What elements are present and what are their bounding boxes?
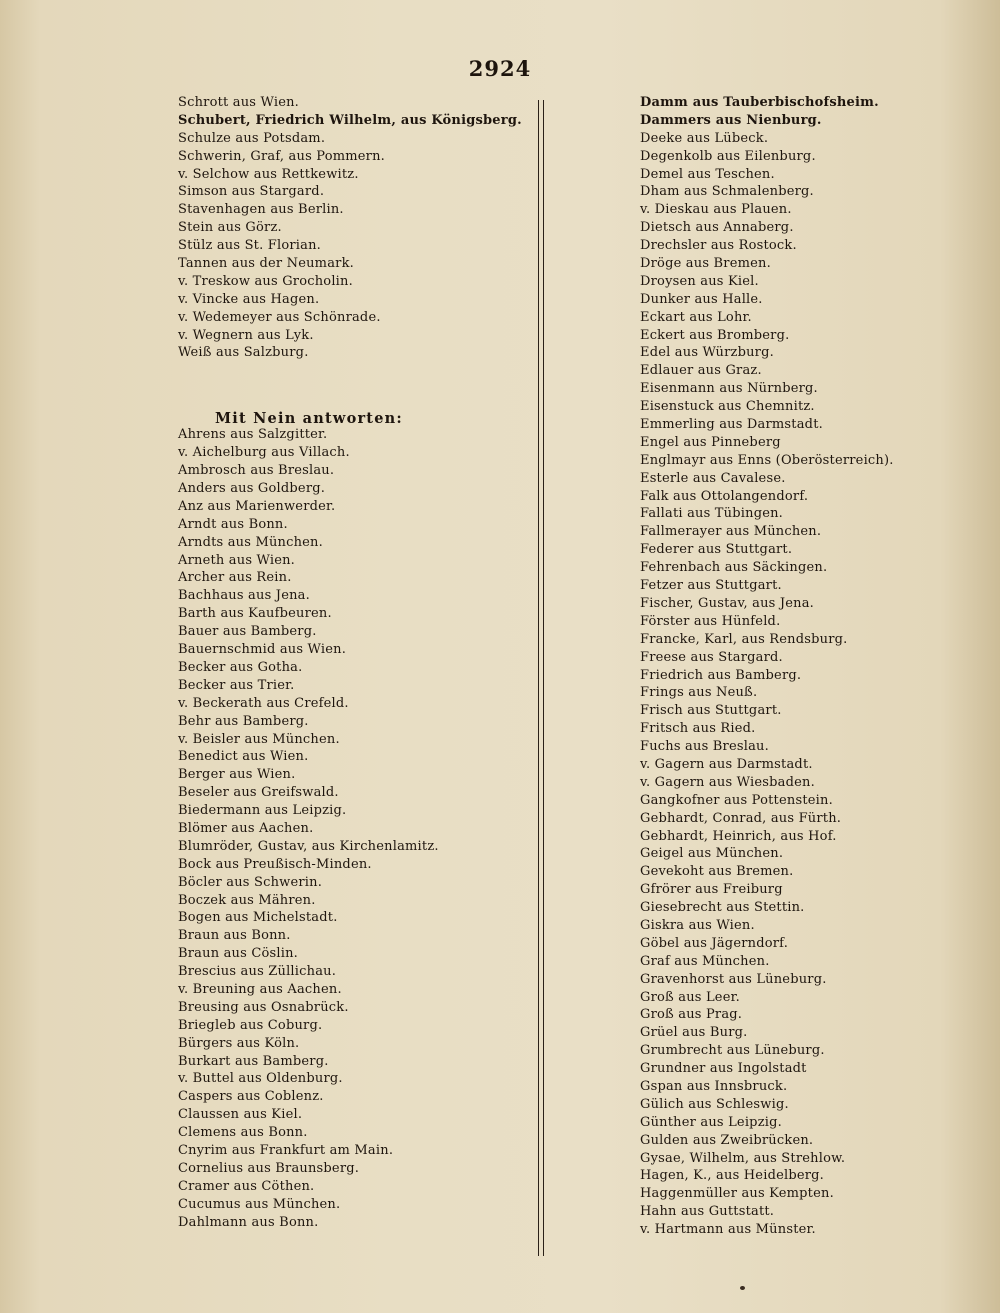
list-entry: v. Vincke aus Hagen. [178, 291, 320, 307]
list-entry: Gangkofner aus Pottenstein. [640, 792, 833, 808]
list-entry: Gülich aus Schleswig. [640, 1096, 789, 1112]
list-entry: v. Dieskau aus Plauen. [640, 202, 792, 218]
list-entry: Behr aus Bamberg. [178, 713, 309, 729]
list-entry: Drechsler aus Rostock. [640, 238, 797, 254]
list-entry: Grumbrecht aus Lüneburg. [640, 1043, 825, 1059]
list-entry: Stein aus Görz. [178, 220, 282, 236]
list-entry: Fritsch aus Ried. [640, 721, 756, 737]
list-entry: Becker aus Gotha. [178, 659, 303, 675]
list-entry: Stülz aus St. Florian. [178, 238, 321, 254]
list-entry: Giskra aus Wien. [640, 917, 755, 933]
list-entry: Bachhaus aus Jena. [178, 588, 310, 604]
list-entry: Groß aus Prag. [640, 1007, 743, 1023]
list-entry: Anz aus Marienwerder. [178, 498, 336, 514]
list-entry: Gravenhorst aus Lüneburg. [640, 971, 827, 987]
list-entry: Frisch aus Stuttgart. [640, 703, 782, 719]
list-entry: Edel aus Würzburg. [640, 345, 774, 361]
list-entry: v. Wegnern aus Lyk. [178, 327, 314, 343]
list-entry: Hahn aus Guttstatt. [640, 1204, 775, 1220]
list-entry: Emmerling aus Darmstadt. [640, 417, 823, 433]
list-entry: Förster aus Hünfeld. [640, 613, 781, 629]
list-entry: Ambrosch aus Breslau. [178, 463, 335, 479]
list-entry: Braun aus Bonn. [178, 928, 291, 944]
list-entry: Fetzer aus Stuttgart. [640, 578, 782, 594]
list-entry: Barth aus Kaufbeuren. [178, 606, 332, 622]
list-entry: v. Aichelburg aus Villach. [178, 445, 350, 461]
list-entry: Simson aus Stargard. [178, 184, 325, 200]
list-entry: Göbel aus Jägerndorf. [640, 935, 789, 951]
list-entry: Giesebrecht aus Stettin. [640, 900, 805, 916]
list-entry: Clemens aus Bonn. [178, 1125, 308, 1141]
list-entry: v. Beckerath aus Crefeld. [178, 695, 349, 711]
list-entry: Damm aus Tauberbischofsheim. [640, 95, 879, 110]
list-entry: Gysae, Wilhelm, aus Strehlow. [640, 1150, 846, 1166]
list-entry: Bauer aus Bamberg. [178, 624, 317, 640]
list-entry: Claussen aus Kiel. [178, 1107, 303, 1123]
list-entry: Arneth aus Wien. [178, 552, 296, 568]
list-entry: Blumröder, Gustav, aus Kirchenlamitz. [178, 838, 439, 854]
list-entry: Fehrenbach aus Säckingen. [640, 560, 828, 576]
list-entry: Graf aus München. [640, 953, 770, 969]
list-entry: Francke, Karl, aus Rendsburg. [640, 631, 848, 647]
list-entry: Geigel aus München. [640, 846, 784, 862]
list-entry: Stavenhagen aus Berlin. [178, 202, 344, 218]
list-entry: Edlauer aus Graz. [640, 363, 762, 379]
list-entry: Degenkolb aus Eilenburg. [640, 148, 816, 164]
right-column [640, 94, 980, 1239]
list-entry: Burkart aus Bamberg. [178, 1053, 329, 1069]
list-entry: Cucumus aus München. [178, 1196, 341, 1212]
list-entry: Dahlmann aus Bonn. [178, 1214, 319, 1230]
list-entry: v. Gagern aus Darmstadt. [640, 756, 813, 772]
list-entry: Arndt aus Bonn. [178, 516, 288, 532]
list-entry: v. Hartmann aus Münster. [640, 1222, 816, 1238]
list-entry: Falk aus Ottolangendorf. [640, 488, 809, 504]
list-entry: Becker aus Trier. [178, 677, 295, 693]
list-entry: Englmayr aus Enns (Oberösterreich). [640, 452, 894, 468]
list-entry: Beseler aus Greifswald. [178, 785, 339, 801]
list-entry: Böcler aus Schwerin. [178, 874, 323, 890]
list-entry: Gebhardt, Conrad, aus Fürth. [640, 810, 842, 826]
list-entry: Cornelius aus Braunsberg. [178, 1160, 360, 1176]
list-entry: v. Beisler aus München. [178, 731, 340, 747]
list-entry: Grundner aus Ingolstadt [640, 1061, 807, 1077]
list-entry: Haggenmüller aus Kempten. [640, 1186, 834, 1202]
list-entry: v. Selchow aus Rettkewitz. [178, 166, 359, 182]
list-entry: Demel aus Teschen. [640, 166, 775, 182]
list-entry: Hagen, K., aus Heidelberg. [640, 1168, 825, 1184]
list-entry: Schulze aus Potsdam. [178, 130, 326, 146]
list-entry: v. Buttel aus Oldenburg. [178, 1071, 343, 1087]
list-entry: Boczek aus Mähren. [178, 892, 316, 908]
list-entry: Schubert, Friedrich Wilhelm, aus Königsberg. [178, 112, 522, 128]
list-entry: v. Gagern aus Wiesbaden. [640, 774, 815, 790]
list-entry: Fischer, Gustav, aus Jena. [640, 595, 815, 611]
list-entry: Ahrens aus Salzgitter. [178, 427, 328, 443]
list-entry: Brescius aus Züllichau. [178, 964, 337, 980]
list-entry: Federer aus Stuttgart. [640, 542, 793, 558]
list-entry: Caspers aus Coblenz. [178, 1089, 324, 1105]
list-entry: Weiß aus Salzburg. [178, 345, 309, 361]
list-entry: Bogen aus Michelstadt. [178, 910, 338, 926]
list-entry: Freese aus Stargard. [640, 649, 783, 665]
list-entry: Deeke aus Lübeck. [640, 130, 769, 146]
list-entry: Dunker aus Halle. [640, 291, 763, 307]
list-entry: Grüel aus Burg. [640, 1025, 748, 1041]
list-entry: Schwerin, Graf, aus Pommern. [178, 148, 385, 164]
list-entry: Gulden aus Zweibrücken. [640, 1132, 814, 1148]
list-entry: Cramer aus Cöthen. [178, 1178, 315, 1194]
list-entry: Blömer aus Aachen. [178, 820, 314, 836]
list-entry: Engel aus Pinneberg [640, 434, 781, 450]
list-entry: v. Wedemeyer aus Schönrade. [178, 309, 381, 325]
list-entry: Eckert aus Bromberg. [640, 327, 790, 343]
list-entry: v. Treskow aus Grocholin. [178, 273, 353, 289]
list-entry: Bauernschmid aus Wien. [178, 642, 347, 658]
list-entry: Fallmerayer aus München. [640, 524, 822, 540]
list-entry: Günther aus Leipzig. [640, 1114, 782, 1130]
list-entry: Gevekoht aus Bremen. [640, 864, 794, 880]
list-entry: Fuchs aus Breslau. [640, 739, 769, 755]
list-entry: Eckart aus Lohr. [640, 309, 752, 325]
list-entry: Biedermann aus Leipzig. [178, 803, 347, 819]
list-entry: Archer aus Rein. [178, 570, 292, 586]
list-entry: Gspan aus Innsbruck. [640, 1078, 788, 1094]
ink-speck [740, 1286, 745, 1290]
list-entry: Bürgers aus Köln. [178, 1035, 300, 1051]
section-heading: Mit Nein antworten: [215, 410, 403, 427]
list-entry: Bock aus Preußisch-Minden. [178, 856, 372, 872]
list-entry: Schrott aus Wien. [178, 95, 299, 110]
list-entry: Gfrörer aus Freiburg [640, 882, 783, 898]
page-number: 2924 [468, 56, 532, 81]
list-entry: Tannen aus der Neumark. [178, 256, 354, 272]
list-entry: Eisenmann aus Nürnberg. [640, 381, 818, 397]
list-entry: Dham aus Schmalenberg. [640, 184, 814, 200]
yes-list-continued [178, 94, 538, 362]
list-entry: Fallati aus Tübingen. [640, 506, 784, 522]
list-entry: Eisenstuck aus Chemnitz. [640, 399, 815, 415]
no-vote-list [178, 426, 538, 1231]
list-entry: Arndts aus München. [178, 534, 323, 550]
list-entry: Dietsch aus Annaberg. [640, 220, 794, 236]
list-entry: Berger aus Wien. [178, 767, 296, 783]
list-entry: Droysen aus Kiel. [640, 273, 759, 289]
list-entry: Breusing aus Osnabrück. [178, 999, 349, 1015]
list-entry: Dammers aus Nienburg. [640, 112, 822, 128]
list-entry: Gebhardt, Heinrich, aus Hof. [640, 828, 837, 844]
list-entry: Groß aus Leer. [640, 989, 740, 1005]
list-entry: Cnyrim aus Frankfurt am Main. [178, 1142, 394, 1158]
list-entry: v. Breuning aus Aachen. [178, 981, 342, 997]
list-entry: Dröge aus Bremen. [640, 256, 771, 272]
list-entry: Benedict aus Wien. [178, 749, 309, 765]
column-divider [538, 100, 544, 1256]
list-entry: Esterle aus Cavalese. [640, 470, 786, 486]
left-column [178, 94, 538, 1231]
list-entry: Friedrich aus Bamberg. [640, 667, 802, 683]
list-entry: Frings aus Neuß. [640, 685, 758, 701]
list-entry: Braun aus Cöslin. [178, 946, 298, 962]
list-entry: Anders aus Goldberg. [178, 481, 326, 497]
list-entry: Briegleb aus Coburg. [178, 1017, 323, 1033]
